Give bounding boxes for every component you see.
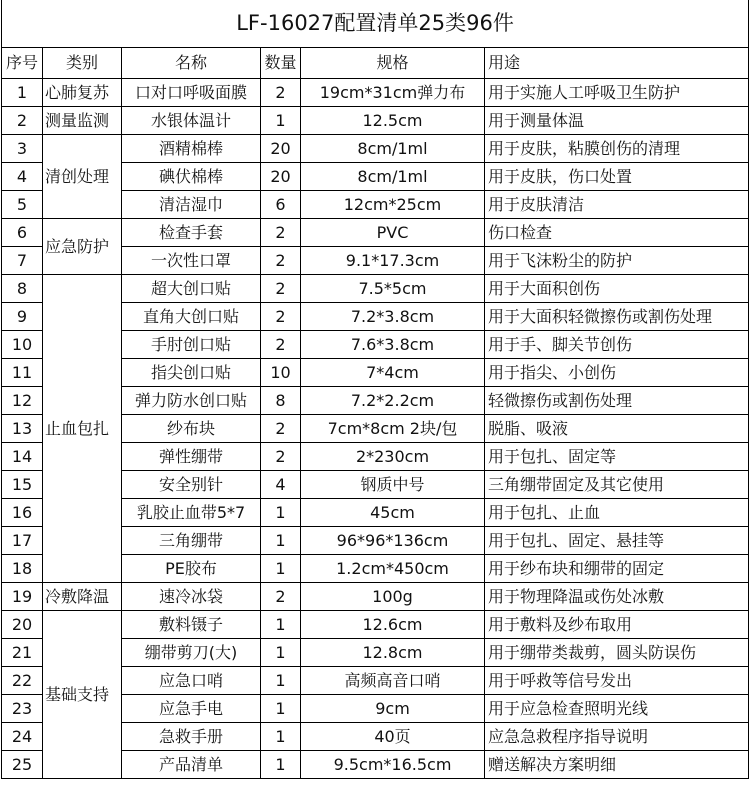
header-no: 序号 — [2, 48, 43, 79]
table-row — [2, 583, 749, 611]
row-spec: 7.6*3.8cm — [301, 331, 485, 359]
row-use: 用于物理降温或伤处冰敷 — [485, 583, 749, 611]
header-name: 名称 — [122, 48, 261, 79]
row-name: 绷带剪刀(大) — [122, 639, 261, 667]
row-qty: 2 — [261, 219, 301, 247]
row-name: 手肘创口贴 — [122, 331, 261, 359]
row-use: 用于敷料及纱布取用 — [485, 611, 749, 639]
row-spec: 12.6cm — [301, 611, 485, 639]
table-row — [2, 107, 749, 135]
row-name: 三角绷带 — [122, 527, 261, 555]
row-no: 1 — [2, 79, 43, 107]
row-qty: 2 — [261, 583, 301, 611]
row-qty: 1 — [261, 751, 301, 779]
row-spec: 7cm*8cm 2块/包 — [301, 415, 485, 443]
row-spec: 2*230cm — [301, 443, 485, 471]
row-category: 止血包扎 — [43, 275, 122, 583]
row-name: 产品清单 — [122, 751, 261, 779]
row-qty: 1 — [261, 695, 301, 723]
row-use: 赠送解决方案明细 — [485, 751, 749, 779]
row-name: 清洁湿巾 — [122, 191, 261, 219]
table-row — [2, 79, 749, 107]
table-title: LF-16027配置清单25类96件 — [2, 0, 749, 48]
row-no: 15 — [2, 471, 43, 499]
row-qty: 1 — [261, 611, 301, 639]
row-spec: 96*96*136cm — [301, 527, 485, 555]
header-qty: 数量 — [261, 48, 301, 79]
row-use: 用于包扎、止血 — [485, 499, 749, 527]
table-row — [2, 611, 749, 639]
row-category: 基础支持 — [43, 611, 122, 779]
table-body — [2, 79, 749, 779]
row-no: 24 — [2, 723, 43, 751]
row-spec: PVC — [301, 219, 485, 247]
header-row — [2, 48, 749, 79]
row-qty: 1 — [261, 107, 301, 135]
row-spec: 7.2*2.2cm — [301, 387, 485, 415]
row-qty: 10 — [261, 359, 301, 387]
row-qty: 1 — [261, 499, 301, 527]
row-spec: 8cm/1ml — [301, 163, 485, 191]
row-name: PE胶布 — [122, 555, 261, 583]
row-name: 敷料镊子 — [122, 611, 261, 639]
row-qty: 4 — [261, 471, 301, 499]
header-category: 类别 — [43, 48, 122, 79]
row-qty: 1 — [261, 527, 301, 555]
row-use: 用于皮肤，伤口处置 — [485, 163, 749, 191]
row-qty: 2 — [261, 443, 301, 471]
row-use: 用于飞沫粉尘的防护 — [485, 247, 749, 275]
row-use: 伤口检查 — [485, 219, 749, 247]
row-use: 用于测量体温 — [485, 107, 749, 135]
row-qty: 8 — [261, 387, 301, 415]
row-no: 4 — [2, 163, 43, 191]
row-use: 应急急救程序指导说明 — [485, 723, 749, 751]
row-spec: 45cm — [301, 499, 485, 527]
row-no: 5 — [2, 191, 43, 219]
row-no: 21 — [2, 639, 43, 667]
row-name: 指尖创口贴 — [122, 359, 261, 387]
header-use: 用途 — [485, 48, 749, 79]
row-no: 6 — [2, 219, 43, 247]
row-name: 安全别针 — [122, 471, 261, 499]
row-category: 清创处理 — [43, 135, 122, 219]
row-spec: 40页 — [301, 723, 485, 751]
row-use: 用于包扎、固定、悬挂等 — [485, 527, 749, 555]
row-no: 19 — [2, 583, 43, 611]
row-name: 碘伏棉棒 — [122, 163, 261, 191]
row-no: 14 — [2, 443, 43, 471]
row-name: 酒精棉棒 — [122, 135, 261, 163]
row-category: 应急防护 — [43, 219, 122, 275]
row-use: 用于皮肤，粘膜创伤的清理 — [485, 135, 749, 163]
row-use: 用于包扎、固定等 — [485, 443, 749, 471]
row-name: 超大创口贴 — [122, 275, 261, 303]
table-row — [2, 219, 749, 247]
row-qty: 6 — [261, 191, 301, 219]
row-no: 3 — [2, 135, 43, 163]
row-name: 检查手套 — [122, 219, 261, 247]
row-name: 直角大创口贴 — [122, 303, 261, 331]
row-spec: 高频高音口哨 — [301, 667, 485, 695]
row-category: 心肺复苏 — [43, 79, 122, 107]
row-spec: 100g — [301, 583, 485, 611]
row-spec: 9.5cm*16.5cm — [301, 751, 485, 779]
row-spec: 12cm*25cm — [301, 191, 485, 219]
row-no: 10 — [2, 331, 43, 359]
row-no: 8 — [2, 275, 43, 303]
row-name: 弹力防水创口贴 — [122, 387, 261, 415]
row-use: 用于纱布块和绷带的固定 — [485, 555, 749, 583]
row-name: 水银体温计 — [122, 107, 261, 135]
row-use: 用于绷带类裁剪，圆头防误伤 — [485, 639, 749, 667]
row-qty: 2 — [261, 415, 301, 443]
header-spec: 规格 — [301, 48, 485, 79]
row-qty: 2 — [261, 247, 301, 275]
row-no: 17 — [2, 527, 43, 555]
row-category: 冷敷降温 — [43, 583, 122, 611]
row-use: 用于大面积创伤 — [485, 275, 749, 303]
table-row — [2, 135, 749, 163]
row-qty: 2 — [261, 275, 301, 303]
row-qty: 20 — [261, 163, 301, 191]
row-name: 乳胶止血带5*7 — [122, 499, 261, 527]
row-spec: 12.5cm — [301, 107, 485, 135]
row-qty: 2 — [261, 331, 301, 359]
row-no: 22 — [2, 667, 43, 695]
row-name: 速冷冰袋 — [122, 583, 261, 611]
row-spec: 9cm — [301, 695, 485, 723]
row-no: 16 — [2, 499, 43, 527]
row-use: 用于指尖、小创伤 — [485, 359, 749, 387]
row-name: 应急口哨 — [122, 667, 261, 695]
row-spec: 7.2*3.8cm — [301, 303, 485, 331]
row-name: 纱布块 — [122, 415, 261, 443]
row-qty: 1 — [261, 723, 301, 751]
row-no: 23 — [2, 695, 43, 723]
row-qty: 1 — [261, 555, 301, 583]
row-spec: 7*4cm — [301, 359, 485, 387]
row-no: 2 — [2, 107, 43, 135]
row-no: 18 — [2, 555, 43, 583]
row-no: 25 — [2, 751, 43, 779]
row-spec: 7.5*5cm — [301, 275, 485, 303]
row-spec: 8cm/1ml — [301, 135, 485, 163]
row-name: 弹性绷带 — [122, 443, 261, 471]
row-name: 一次性口罩 — [122, 247, 261, 275]
row-no: 7 — [2, 247, 43, 275]
row-no: 20 — [2, 611, 43, 639]
config-list-table — [1, 0, 749, 779]
row-qty: 1 — [261, 667, 301, 695]
row-spec: 钢质中号 — [301, 471, 485, 499]
row-category: 测量监测 — [43, 107, 122, 135]
row-use: 用于应急检查照明光线 — [485, 695, 749, 723]
row-name: 急救手册 — [122, 723, 261, 751]
row-no: 13 — [2, 415, 43, 443]
row-use: 用于大面积轻微擦伤或割伤处理 — [485, 303, 749, 331]
row-no: 12 — [2, 387, 43, 415]
row-use: 轻微擦伤或割伤处理 — [485, 387, 749, 415]
row-no: 9 — [2, 303, 43, 331]
table-row — [2, 275, 749, 303]
row-qty: 2 — [261, 79, 301, 107]
row-use: 脱脂、吸液 — [485, 415, 749, 443]
row-use: 用于皮肤清洁 — [485, 191, 749, 219]
row-qty: 1 — [261, 639, 301, 667]
row-name: 应急手电 — [122, 695, 261, 723]
row-use: 用于手、脚关节创伤 — [485, 331, 749, 359]
row-qty: 20 — [261, 135, 301, 163]
row-use: 三角绷带固定及其它使用 — [485, 471, 749, 499]
row-no: 11 — [2, 359, 43, 387]
row-name: 口对口呼吸面膜 — [122, 79, 261, 107]
row-spec: 19cm*31cm弹力布 — [301, 79, 485, 107]
row-spec: 9.1*17.3cm — [301, 247, 485, 275]
row-spec: 12.8cm — [301, 639, 485, 667]
row-spec: 1.2cm*450cm — [301, 555, 485, 583]
row-qty: 2 — [261, 303, 301, 331]
row-use: 用于实施人工呼吸卫生防护 — [485, 79, 749, 107]
row-use: 用于呼救等信号发出 — [485, 667, 749, 695]
